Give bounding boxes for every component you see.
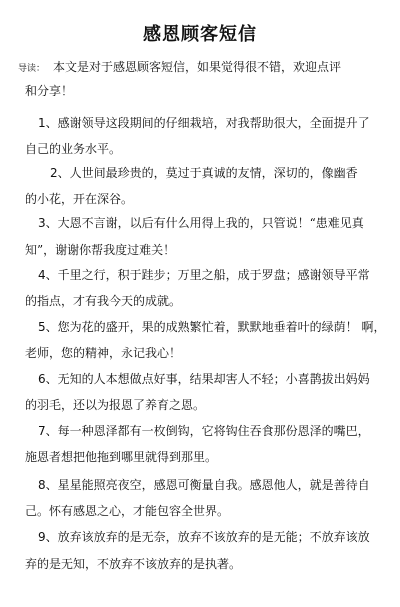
list-item-line-2: 的小花，开在深谷。 <box>25 192 134 206</box>
list-item-line-2: 知”，谢谢你帮我度过难关！ <box>25 243 176 257</box>
list-item-line-1 <box>38 216 400 230</box>
item-number: 8、 <box>38 478 58 492</box>
item-number: 1、 <box>38 116 58 130</box>
item-text: 人世间最珍贵的，莫过于真诚的友情，深切的，像幽香 <box>69 166 358 180</box>
item-number: 7、 <box>38 424 58 438</box>
list-item-line-1 <box>38 424 400 438</box>
page-title: 感恩顾客短信 <box>143 24 257 45</box>
item-text: 千里之行，积于跬步；万里之船，成于罗盘；感谢领导平常 <box>57 268 370 282</box>
item-text: 星星能照亮夜空，感恩可衡量自我。感恩他人，就是善待自 <box>57 478 370 492</box>
item-text: 无知的人本想做点好事，结果却害人不轻；小喜鹊拔出妈妈 <box>57 372 370 386</box>
list-item-line-1 <box>38 268 400 282</box>
item-text: 大恩不言谢，以后有什么用得上我的，只管说！“患难见真 <box>57 216 364 230</box>
list-item-line-2: 己。怀有感恩之心，才能包容全世界。 <box>25 504 230 518</box>
list-item-line-1 <box>50 166 400 180</box>
list-item-line-2: 的指点，才有我今天的成就。 <box>25 294 182 308</box>
intro-line-1 <box>0 60 400 76</box>
list-item-line-2: 老师，您的精神，永记我心！ <box>25 346 182 360</box>
item-number: 5、 <box>38 320 58 334</box>
item-number: 4、 <box>38 268 58 282</box>
intro-label: 导读： <box>18 64 46 74</box>
list-item-line-1 <box>38 478 400 492</box>
list-item-line-1 <box>38 372 400 386</box>
list-item-line-2: 施恩者想把他拖到哪里就得到那里。 <box>25 450 218 464</box>
list-item-line-2: 自己的业务水平。 <box>25 142 122 156</box>
item-text: 每一种恩泽都有一枚倒钩，它将钩住吞食那份恩泽的嘴巴， <box>57 424 370 438</box>
item-text: 您为花的盛开，果的成熟繁忙着，默默地垂着叶的绿荫！ 啊， <box>57 320 386 334</box>
list-item-line-1 <box>38 116 400 130</box>
list-item-line-2: 弃的是无知，不放弃不该放弃的是执著。 <box>25 557 242 571</box>
item-number: 3、 <box>38 216 58 230</box>
item-number: 9、 <box>38 530 58 544</box>
list-item-line-1 <box>38 320 400 334</box>
intro-text-1: 本文是对于感恩顾客短信，如果觉得很不错，欢迎点评 <box>53 60 342 74</box>
item-text: 放弃该放弃的是无奈，放弃不该放弃的是无能；不放弃该放 <box>57 530 370 544</box>
item-text: 感谢领导这段期间的仔细栽培，对我帮助很大，全面提升了 <box>57 116 370 130</box>
list-item-line-1 <box>38 530 400 544</box>
list-item-line-2: 的羽毛，还以为报恩了养育之恩。 <box>25 398 206 412</box>
intro-line-2: 和分享！ <box>25 84 74 98</box>
item-number: 2、 <box>50 166 70 180</box>
item-number: 6、 <box>38 372 58 386</box>
